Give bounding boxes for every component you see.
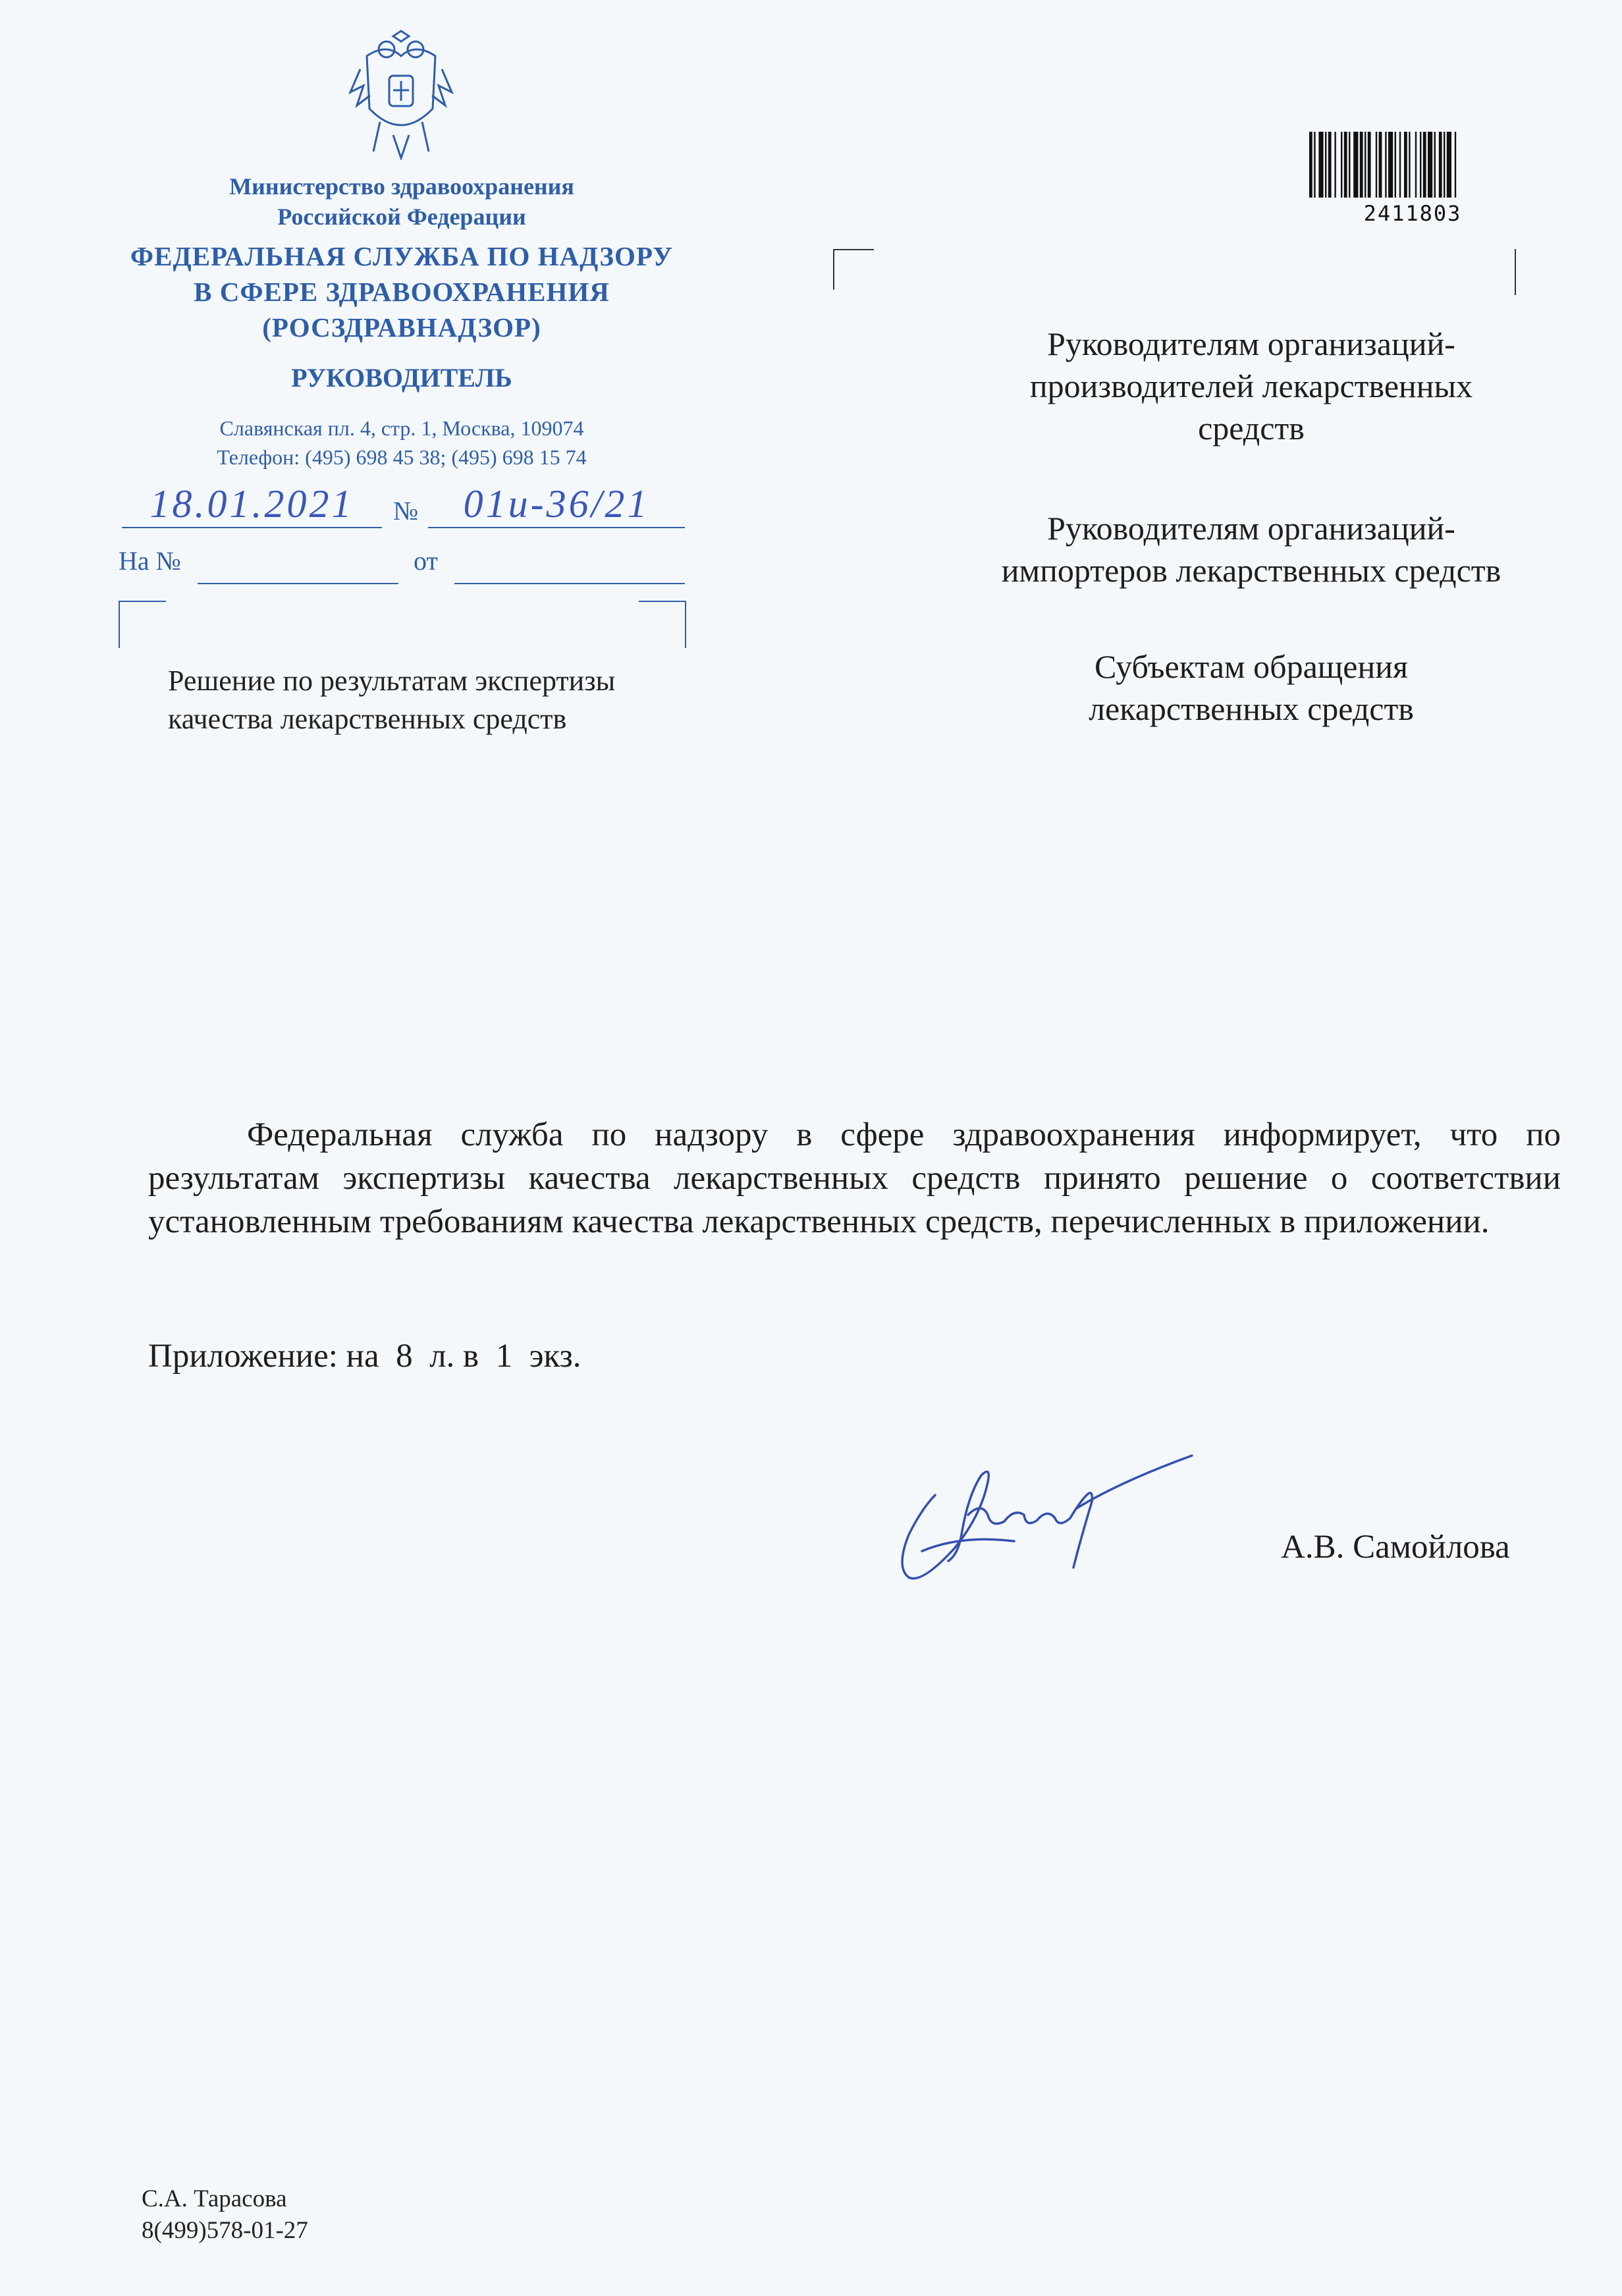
recipient-subjects <box>922 645 1581 730</box>
barcode-bar <box>1328 132 1332 198</box>
barcode-bar <box>1379 132 1382 198</box>
reference-from-label: от <box>414 546 438 576</box>
handwritten-signature <box>882 1436 1225 1607</box>
attachment-note: Приложение: на 8 л. в 1 экз. <box>148 1338 581 1375</box>
service-line-3: (РОСЗДРАВНАДЗОР) <box>262 312 541 342</box>
corner-mark-subject-left <box>119 601 166 648</box>
barcode-bar <box>1447 132 1451 198</box>
barcode-bar <box>1434 132 1436 198</box>
barcode-bar <box>1420 132 1421 198</box>
barcode-bar <box>1368 132 1371 198</box>
service-line-1: ФЕДЕРАЛЬНАЯ СЛУЖБА ПО НАДЗОРУ <box>130 241 674 271</box>
registration-date: 18.01.2021 <box>122 481 382 528</box>
barcode-bar <box>1325 132 1326 198</box>
executor-info <box>142 2183 308 2247</box>
barcode-number: 2411803 <box>1363 201 1462 226</box>
registration-number: 01и-36/21 <box>428 481 685 528</box>
address-block <box>99 414 705 472</box>
corner-mark-address-right <box>1508 249 1516 295</box>
reference-date-blank <box>454 583 685 584</box>
phone-line: Телефон: (495) 698 45 38; (495) 698 15 74 <box>217 445 587 469</box>
ministry-line-2: Российской Федерации <box>277 204 526 230</box>
barcode-bar <box>1314 132 1315 198</box>
address-line: Славянская пл. 4, стр. 1, Москва, 109074 <box>219 416 584 440</box>
ministry-line-1: Министерство здравоохранения <box>229 173 574 200</box>
corner-mark-subject-right <box>639 601 686 648</box>
barcode-bar <box>1444 132 1445 198</box>
barcode-bar <box>1388 132 1393 198</box>
barcode-bar <box>1428 132 1432 198</box>
coat-of-arms-emblem <box>347 30 455 160</box>
executor-name: С.А. Тарасова <box>142 2185 287 2212</box>
barcode-bar <box>1439 132 1442 198</box>
barcode-bar <box>1395 132 1396 198</box>
service-line-2: В СФЕРЕ ЗДРАВООХРАНЕНИЯ <box>194 277 610 307</box>
head-title: РУКОВОДИТЕЛЬ <box>291 363 512 393</box>
barcode-bar <box>1409 132 1410 198</box>
recipient-line: средств <box>1198 410 1305 447</box>
barcode-bar <box>1376 132 1377 198</box>
barcode-bar <box>1385 132 1386 198</box>
barcode-bars <box>1304 132 1521 201</box>
barcode-bar <box>1349 132 1350 198</box>
service-name <box>79 238 724 345</box>
signer-name: А.В. Самойлова <box>1281 1529 1510 1566</box>
recipient-importers <box>922 507 1581 591</box>
subject-line-2: качества лекарственных средств <box>168 703 567 735</box>
reference-number-label: На № <box>119 546 181 576</box>
barcode-bar <box>1404 132 1407 198</box>
barcode-bar <box>1318 132 1323 198</box>
letter-subject <box>168 662 734 738</box>
barcode-bar <box>1423 132 1426 198</box>
barcode-bar <box>1365 132 1366 198</box>
barcode-bar <box>1360 132 1363 198</box>
barcode-bar <box>1309 132 1312 198</box>
barcode-bar <box>1341 132 1342 198</box>
recipient-line: Руководителям организаций- <box>1047 510 1455 547</box>
recipient-manufacturers <box>922 323 1581 449</box>
recipient-line: производителей лекарственных <box>1029 368 1473 404</box>
barcode-bar <box>1344 132 1347 198</box>
subject-line-1: Решение по результатам экспертизы <box>168 665 616 697</box>
executor-phone: 8(499)578-01-27 <box>142 2217 308 2244</box>
barcode-bar <box>1399 132 1401 198</box>
barcode-bar <box>1353 132 1358 198</box>
barcode <box>1304 132 1521 224</box>
letter-body: Федеральная служба по надзору в сфере здравоохранения информирует, что по результатам экспертизы качества лекарственных средств принято решение о соответствии установленным требованиям качества лекарственных средств, перечисленных в приложении. <box>148 1116 1561 1240</box>
barcode-bar <box>1415 132 1417 198</box>
reference-number-blank <box>198 583 398 584</box>
ministry-name <box>132 171 672 232</box>
recipient-line: Руководителям организаций- <box>1047 325 1455 362</box>
recipient-line: лекарственных средств <box>1089 690 1414 727</box>
corner-mark-address-left <box>833 249 874 290</box>
barcode-bar <box>1455 132 1456 198</box>
barcode-bar <box>1334 132 1336 198</box>
recipient-line: Субъектам обращения <box>1095 648 1408 685</box>
registration-number-label: № <box>393 496 419 526</box>
recipient-line: импортеров лекарственных средств <box>1001 552 1501 589</box>
